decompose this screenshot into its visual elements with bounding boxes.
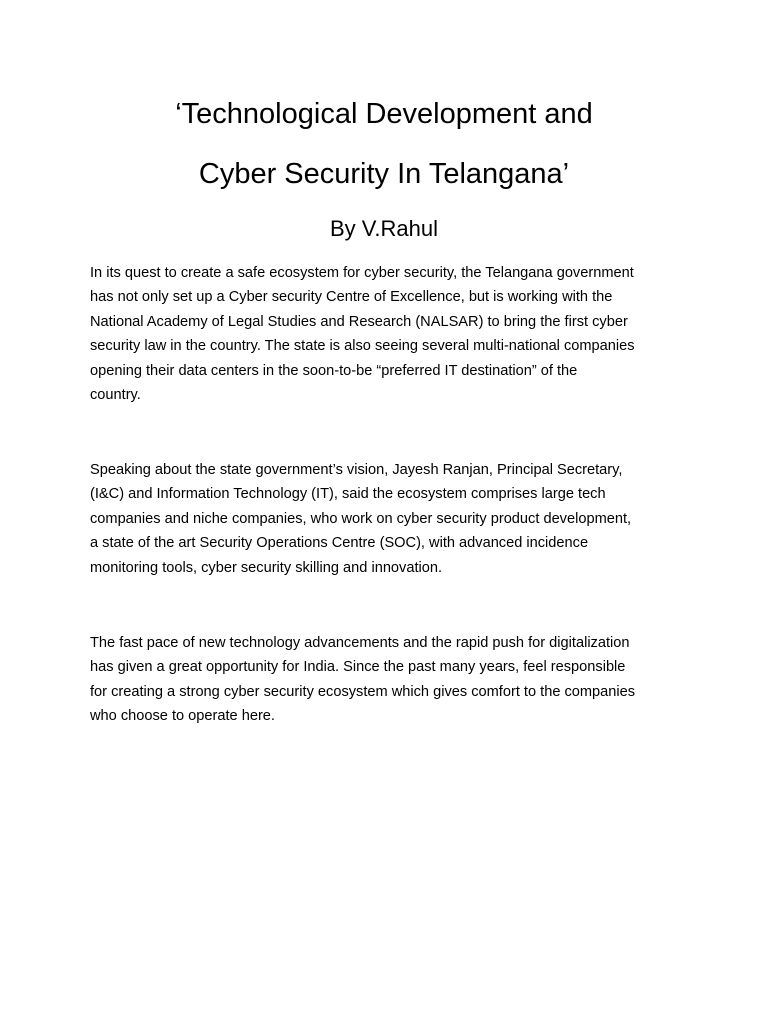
paragraph-line: has not only set up a Cyber security Centre of Excellence, but is working with the <box>90 289 613 306</box>
paragraph-line: a state of the art Security Operations Centre (SOC), with advanced incidence <box>90 535 589 552</box>
paragraph-3 <box>90 631 680 729</box>
paragraph-line: Speaking about the state government’s vision, Jayesh Ranjan, Principal Secretary, <box>90 462 623 478</box>
paragraph-line: companies and niche companies, who work on cyber security product development, <box>90 510 632 527</box>
paragraph-line: has given a great opportunity for India. Since the past many years, feel responsible <box>90 659 626 676</box>
paragraph-line: who choose to operate here. <box>90 708 275 725</box>
document-title-line-1: ‘Technological Development and <box>175 98 593 130</box>
paragraph-line: opening their data centers in the soon-to-be “preferred IT destination” of the <box>90 362 578 379</box>
paragraph-line: (I&C) and Information Technology (IT), said the ecosystem comprises large tech <box>90 486 606 503</box>
paragraph-line: monitoring tools, cyber security skilling and innovation. <box>90 559 443 576</box>
paragraph-line: country. <box>90 387 141 404</box>
paragraph-line: for creating a strong cyber security ecosystem which gives comfort to the companies <box>90 683 636 700</box>
paragraph-line: National Academy of Legal Studies and Research (NALSAR) to bring the first cyber <box>90 313 628 330</box>
paragraph-line: security law in the country. The state is also seeing several multi-national companies <box>90 338 635 355</box>
author-byline: By V.Rahul <box>329 216 439 241</box>
paragraph-line: In its quest to create a safe ecosystem for cyber security, the Telangana government <box>90 265 634 281</box>
paragraph-line: The fast pace of new technology advancements and the rapid push for digitalization <box>90 635 630 651</box>
paragraph-2 <box>90 458 680 580</box>
document-title-line-2: Cyber Security In Telangana’ <box>198 158 570 190</box>
paragraph-1 <box>90 261 680 407</box>
